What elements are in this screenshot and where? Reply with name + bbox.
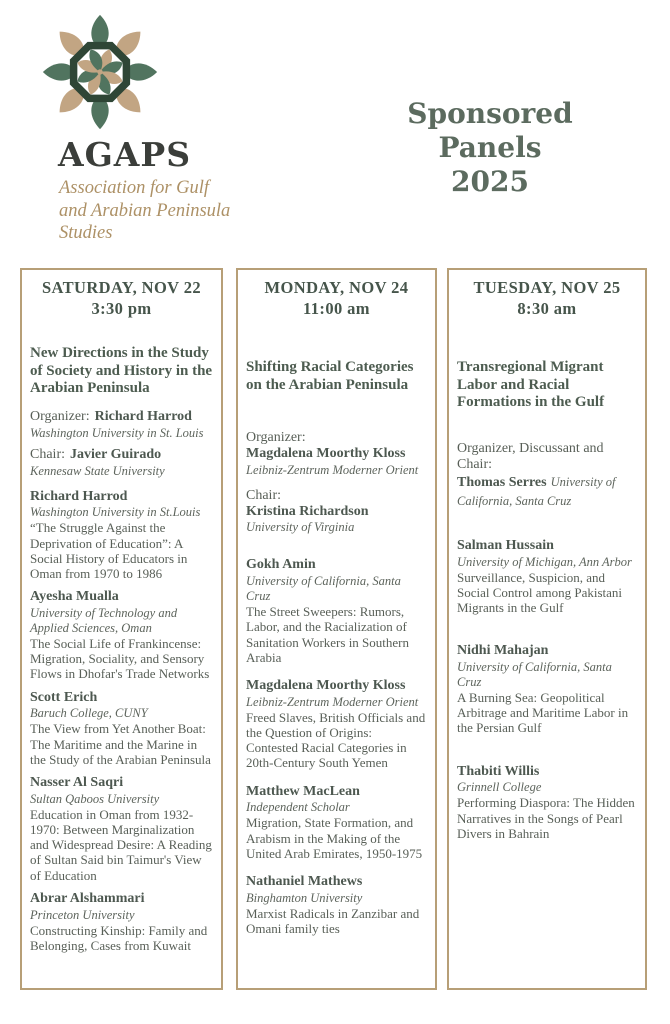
presenter-name: Abrar Alshammari (30, 890, 145, 906)
chair-block (246, 488, 427, 536)
organizer-block (246, 430, 427, 478)
papers-list (246, 557, 427, 936)
presenter-affiliation: University of Technology and Applied Sciences, Oman (30, 606, 178, 635)
paper-title: Surveillance, Suspicion, and Social Control among Pakistani Migrants in the Gulf (457, 569, 623, 615)
session-datetime (457, 278, 637, 319)
presenter-name: Richard Harrod (30, 488, 128, 504)
presenter-affiliation: Princeton University (30, 907, 135, 922)
organizer-label: Organizer: (30, 409, 90, 424)
paper-title: Migration, State Formation, and Arabism in the Making of the United Arab Emirates, 1950-1975 (246, 815, 423, 861)
presenter-affiliation: Grinnell College (457, 780, 542, 795)
tagline-line: Association for Gulf (59, 178, 210, 198)
papers-list (30, 489, 213, 953)
presenter-name: Nathaniel Mathews (246, 873, 363, 889)
presenter-affiliation: Binghamton University (246, 890, 363, 905)
session-datetime (30, 278, 213, 319)
session-time: 3:30 pm (91, 298, 152, 318)
paper-title: Marxist Radicals in Zanzibar and Omani family ties (246, 905, 420, 936)
presenter-name: Nasser Al Saqri (30, 775, 124, 791)
session-time: 11:00 am (303, 298, 370, 318)
session-day: MONDAY, NOV 24 (264, 278, 409, 297)
page-title-line: 2025 (451, 165, 529, 199)
paper (457, 764, 637, 841)
paper-title: Performing Diaspora: The Hidden Narratives in the Songs of Pearl Divers in Bahrain (457, 795, 635, 841)
chair-label: Chair: (30, 446, 65, 462)
presenter-affiliation: University of California, Santa Cruz (457, 660, 612, 689)
presenter-name: Matthew MacLean (246, 783, 360, 799)
presenter-name: Magdalena Moorthy Kloss (246, 677, 406, 693)
paper (30, 775, 213, 883)
chair-block (30, 445, 213, 479)
presenter-name: Gokh Amin (246, 557, 316, 573)
chair-name: Kristina Richardson (246, 503, 369, 519)
presenter-name: Salman Hussain (457, 537, 554, 553)
geometric-rosette-icon (30, 4, 170, 140)
paper (246, 678, 427, 771)
organizer-label: Organizer: (246, 429, 306, 445)
session-datetime (246, 278, 427, 319)
organizer-affiliation: Washington University in St. Louis (30, 425, 204, 440)
presenter-name: Thabiti Willis (457, 763, 540, 779)
organizer-name: Thomas Serres (457, 475, 547, 490)
presenter-affiliation: Washington University in St.Louis (30, 505, 201, 520)
presenter-affiliation: Sultan Qaboos University (30, 791, 160, 806)
session-time: 8:30 am (517, 298, 577, 318)
panel-title: New Directions in the Study of Society and History in the Arabian Peninsula (30, 345, 213, 396)
page-title-line: Panels (438, 131, 542, 165)
paper (457, 643, 637, 735)
paper-title: A Burning Sea: Geopolitical Arbitrage and Maritime Labor in the Persian Gulf (457, 690, 629, 736)
chair-line (30, 445, 213, 464)
paper-title: The View from Yet Another Boat: The Maritime and the Marine in the Study of the Arabian Peninsula (30, 721, 211, 767)
paper-title: Constructing Kinship: Family and Belonging, Cases from Kuwait (30, 922, 208, 953)
agaps-logo (30, 4, 170, 140)
paper (457, 538, 637, 615)
organizer-affiliation: Leibniz-Zentrum Moderner Orient (246, 462, 419, 477)
paper (246, 874, 427, 936)
tagline-line: and Arabian Peninsula (59, 200, 231, 221)
chair-name: Javier Guirado (70, 446, 162, 462)
organizer-name: Richard Harrod (94, 409, 192, 424)
panel-column-monday (236, 268, 437, 990)
paper (246, 557, 427, 665)
organizer-line (30, 407, 213, 426)
paper (30, 589, 213, 681)
panel-column-tuesday (447, 268, 647, 990)
organizer-label: Organizer, Discussant and Chair: (457, 441, 604, 472)
page-title-line: Sponsored (407, 97, 573, 130)
chair-label: Chair: (246, 487, 281, 503)
paper-title: “The Struggle Against the Deprivation of Education”: A Social History of Educators in Oman from 1970 to 1986 (30, 520, 188, 581)
organizer-name: Magdalena Moorthy Kloss (246, 445, 406, 461)
papers-list (457, 538, 637, 841)
paper (30, 891, 213, 953)
presenter-name: Scott Erich (30, 689, 98, 705)
presenter-name: Nidhi Mahajan (457, 643, 549, 659)
panel-column-saturday (20, 268, 223, 990)
organizer-block (30, 407, 213, 441)
session-day: SATURDAY, NOV 22 (41, 278, 202, 297)
panel-title: Transregional Migrant Labor and Racial Formations in the Gulf (457, 359, 605, 410)
page-title (375, 97, 605, 199)
presenter-affiliation: Independent Scholar (246, 800, 350, 815)
paper (246, 784, 427, 861)
brand-tagline (59, 177, 289, 245)
tagline-line: Studies (59, 223, 113, 244)
presenter-affiliation: University of Michigan, Ann Arbor (457, 554, 632, 569)
presenter-affiliation: Leibniz-Zentrum Moderner Orient (246, 694, 419, 709)
paper-title: The Street Sweepers: Rumors, Labor, and the Racialization of Sanitation Workers in Southern Arabia (246, 604, 410, 665)
brand-acronym: AGAPS (58, 135, 192, 174)
presenter-affiliation: University of California, Santa Cruz (246, 574, 401, 604)
chair-affiliation: University of Virginia (246, 520, 355, 535)
rosette-center-dot (97, 69, 102, 74)
paper-title: Education in Oman from 1932-1970: Between Marginalization and Widespread Desire: A Reading of Sultan Said bin Taimur's View of Education (30, 806, 212, 883)
organizer-line (457, 473, 637, 510)
session-day: TUESDAY, NOV 25 (473, 278, 621, 297)
paper-title: Freed Slaves, British Officials and the Question of Origins: Contested Racial Categories in 20th-Century South Yemen (246, 709, 426, 771)
paper-title: The Social Life of Frankincense: Migration, Sociality, and Sensory Flows in Dhofar's Trade Networks (30, 636, 210, 682)
chair-affiliation: Kennesaw State University (30, 463, 165, 478)
organizer-discussant-chair-block (457, 441, 637, 510)
panel-title: Shifting Racial Categories on the Arabian Peninsula (246, 359, 414, 393)
paper (30, 489, 213, 582)
organizer-affiliation: University of California, Santa Cruz (457, 475, 616, 508)
presenter-name: Ayesha Mualla (30, 589, 119, 605)
presenter-affiliation: Baruch College, CUNY (30, 706, 148, 721)
paper (30, 690, 213, 767)
